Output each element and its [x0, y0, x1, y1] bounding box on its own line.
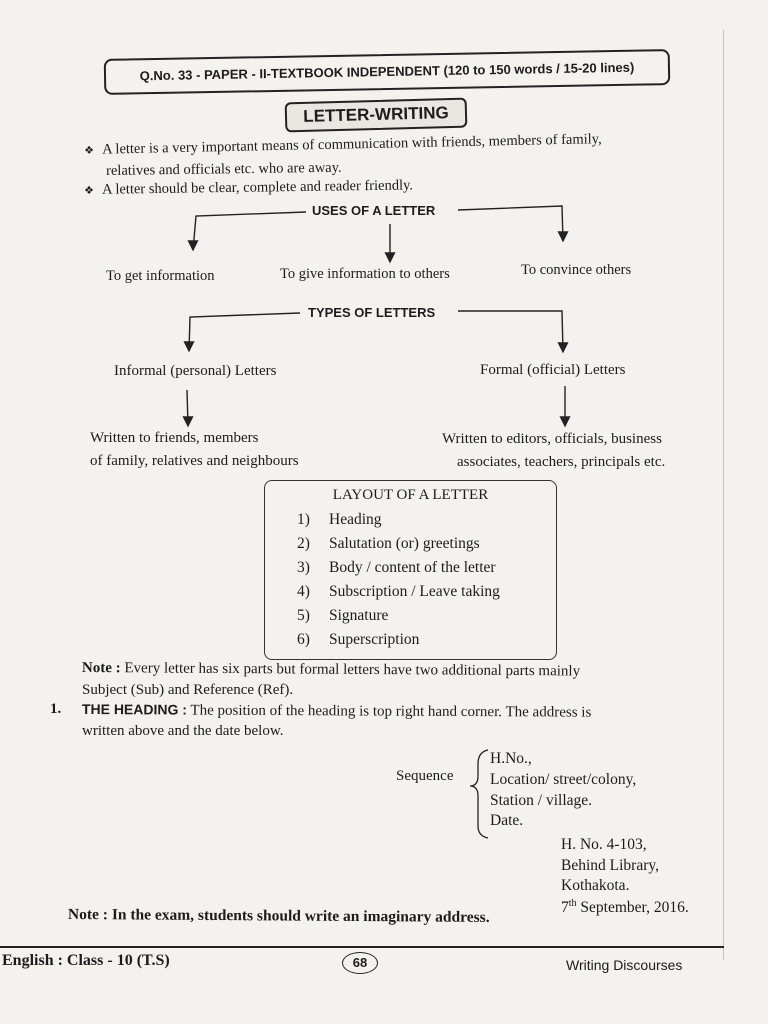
formal-desc: associates, teachers, principals etc.	[457, 454, 666, 470]
address-line: H. No. 4-103,	[561, 836, 647, 853]
note-label: Note :	[81, 660, 121, 677]
informal-desc: Written to friends, members	[90, 430, 259, 446]
formal-label: Formal (official) Letters	[480, 362, 626, 378]
footer-rule	[0, 946, 724, 948]
question-label: Q.No. 33 - PAPER - II-TEXTBOOK INDEPENDENT (120 to 150 words / 15-20 lines)	[104, 49, 671, 95]
section-1-text: THE HEADING : The position of the heading is top right hand corner. The address is	[81, 701, 592, 721]
use-item: To give information to others	[280, 266, 450, 282]
formal-desc: Written to editors, officials, business	[442, 431, 662, 447]
layout-item: 6) Superscription	[297, 631, 420, 648]
footer-section: Writing Discourses	[566, 957, 683, 973]
informal-label: Informal (personal) Letters	[114, 363, 277, 379]
layout-item: 1) Heading	[297, 511, 382, 528]
types-heading: TYPES OF LETTERS	[308, 305, 436, 320]
address-line: Kothakota.	[561, 877, 630, 894]
uses-left-arrow	[193, 212, 306, 250]
bullet-text: A letter is a very important means of communication with friends, members of family,	[101, 131, 602, 158]
sequence-item: Location/ street/colony,	[490, 771, 637, 788]
bullet-text: A letter should be clear, complete and reader friendly.	[101, 177, 414, 198]
note-2: Note : In the exam, students should write an imaginary address.	[67, 906, 490, 926]
section-number: 1.	[50, 701, 62, 717]
diamond-bullet-icon: ❖	[84, 144, 95, 157]
uses-heading: USES OF A LETTER	[312, 203, 436, 218]
types-left-arrow	[189, 313, 300, 351]
types-right-arrow	[458, 311, 563, 352]
layout-item: 5) Signature	[297, 607, 389, 624]
sequence-item: H.No.,	[490, 750, 532, 767]
layout-item: 4) Subscription / Leave taking	[297, 583, 500, 600]
sequence-item: Date.	[490, 812, 524, 829]
footer-subject: English : Class - 10 (T.S)	[2, 952, 170, 969]
informal-down-arrow	[187, 390, 188, 426]
layout-title: LAYOUT OF A LETTER	[332, 487, 489, 503]
layout-box	[264, 480, 557, 660]
section-heading: THE HEADING :	[81, 701, 187, 718]
layout-item: 3) Body / content of the letter	[297, 559, 496, 576]
layout-list	[297, 511, 500, 655]
diamond-bullet-icon: ❖	[84, 184, 95, 197]
page-number: 68	[342, 952, 378, 974]
use-item: To convince others	[521, 262, 632, 278]
sequence-brace	[470, 750, 488, 838]
note-1: Note : Every letter has six parts but formal letters have two additional parts mainly	[81, 660, 581, 680]
informal-desc: of family, relatives and neighbours	[90, 453, 299, 469]
section-1-continuation: written above and the date below.	[82, 723, 284, 739]
sequence-item: Station / village.	[490, 792, 593, 809]
uses-right-arrow	[458, 206, 563, 241]
sequence-label: Sequence	[396, 768, 454, 784]
use-item: To get information	[106, 268, 215, 284]
note-label: Note :	[67, 906, 109, 924]
layout-item: 2) Salutation (or) greetings	[297, 535, 480, 552]
page-title: LETTER-WRITING	[285, 98, 468, 133]
note-1-continuation: Subject (Sub) and Reference (Ref).	[82, 682, 294, 698]
address-date: 7th September, 2016.	[561, 898, 689, 917]
address-line: Behind Library,	[561, 857, 659, 874]
bullet-continuation: relatives and officials etc. who are away.	[106, 159, 342, 179]
